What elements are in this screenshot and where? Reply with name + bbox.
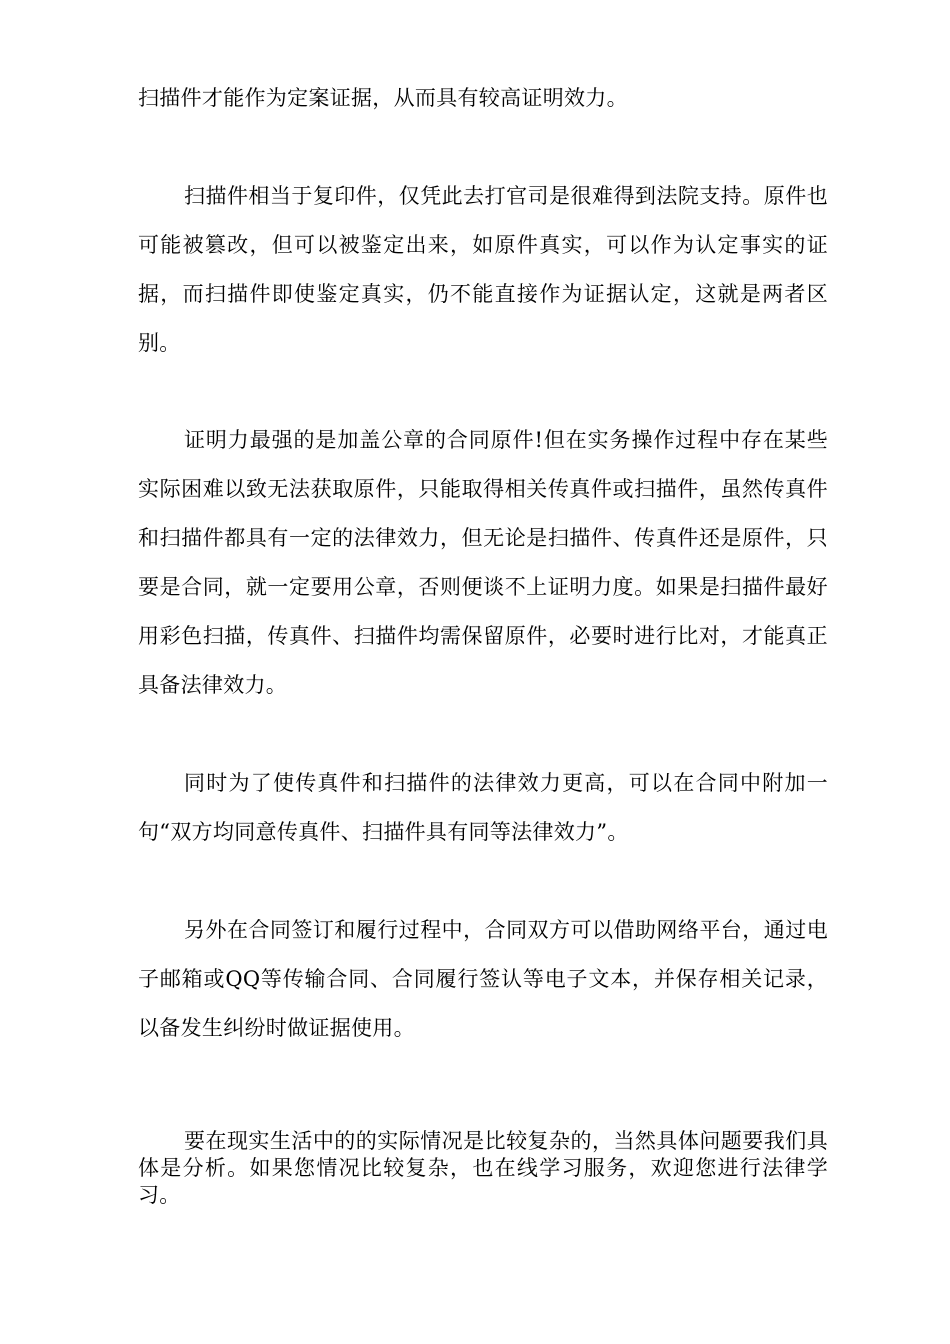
paragraph-6: 要在现实生活中的的实际情况是比较复杂的，当然具体问题要我们具体是分析。如果您情况比较复杂，也在线学习服务，欢迎您进行法律学习。 [138,1129,828,1207]
paragraph-5: 另外在合同签订和履行过程中，合同双方可以借助网络平台，通过电子邮箱或QQ等传输合同、合同履行签认等电子文本，并保存相关记录，以备发生纠纷时做证据使用。 [138,918,828,1040]
paragraph-4: 同时为了使传真件和扫描件的法律效力更高，可以在合同中附加一句“双方均同意传真件、扫描件具有同等法律效力”。 [138,771,828,844]
paragraph-3: 证明力最强的是加盖公章的合同原件!但在实务操作过程中存在某些实际困难以致无法获取原件，只能取得相关传真件或扫描件，虽然传真件和扫描件都具有一定的法律效力，但无论是扫描件、传真件还是原件，只要是合同，就一定要用公章，否则便谈不上证明力度。如果是扫描件最好用彩色扫描，传真件、扫描件均需保留原件，必要时进行比对，才能真正具备法律效力。 [138,428,828,697]
paragraph-1: 扫描件才能作为定案证据，从而具有较高证明效力。 [138,86,628,110]
paragraph-2: 扫描件相当于复印件，仅凭此去打官司是很难得到法院支持。原件也可能被篡改，但可以被鉴定出来，如原件真实，可以作为认定事实的证据，而扫描件即使鉴定真实，仍不能直接作为证据认定，这就是两者区别。 [138,184,828,355]
